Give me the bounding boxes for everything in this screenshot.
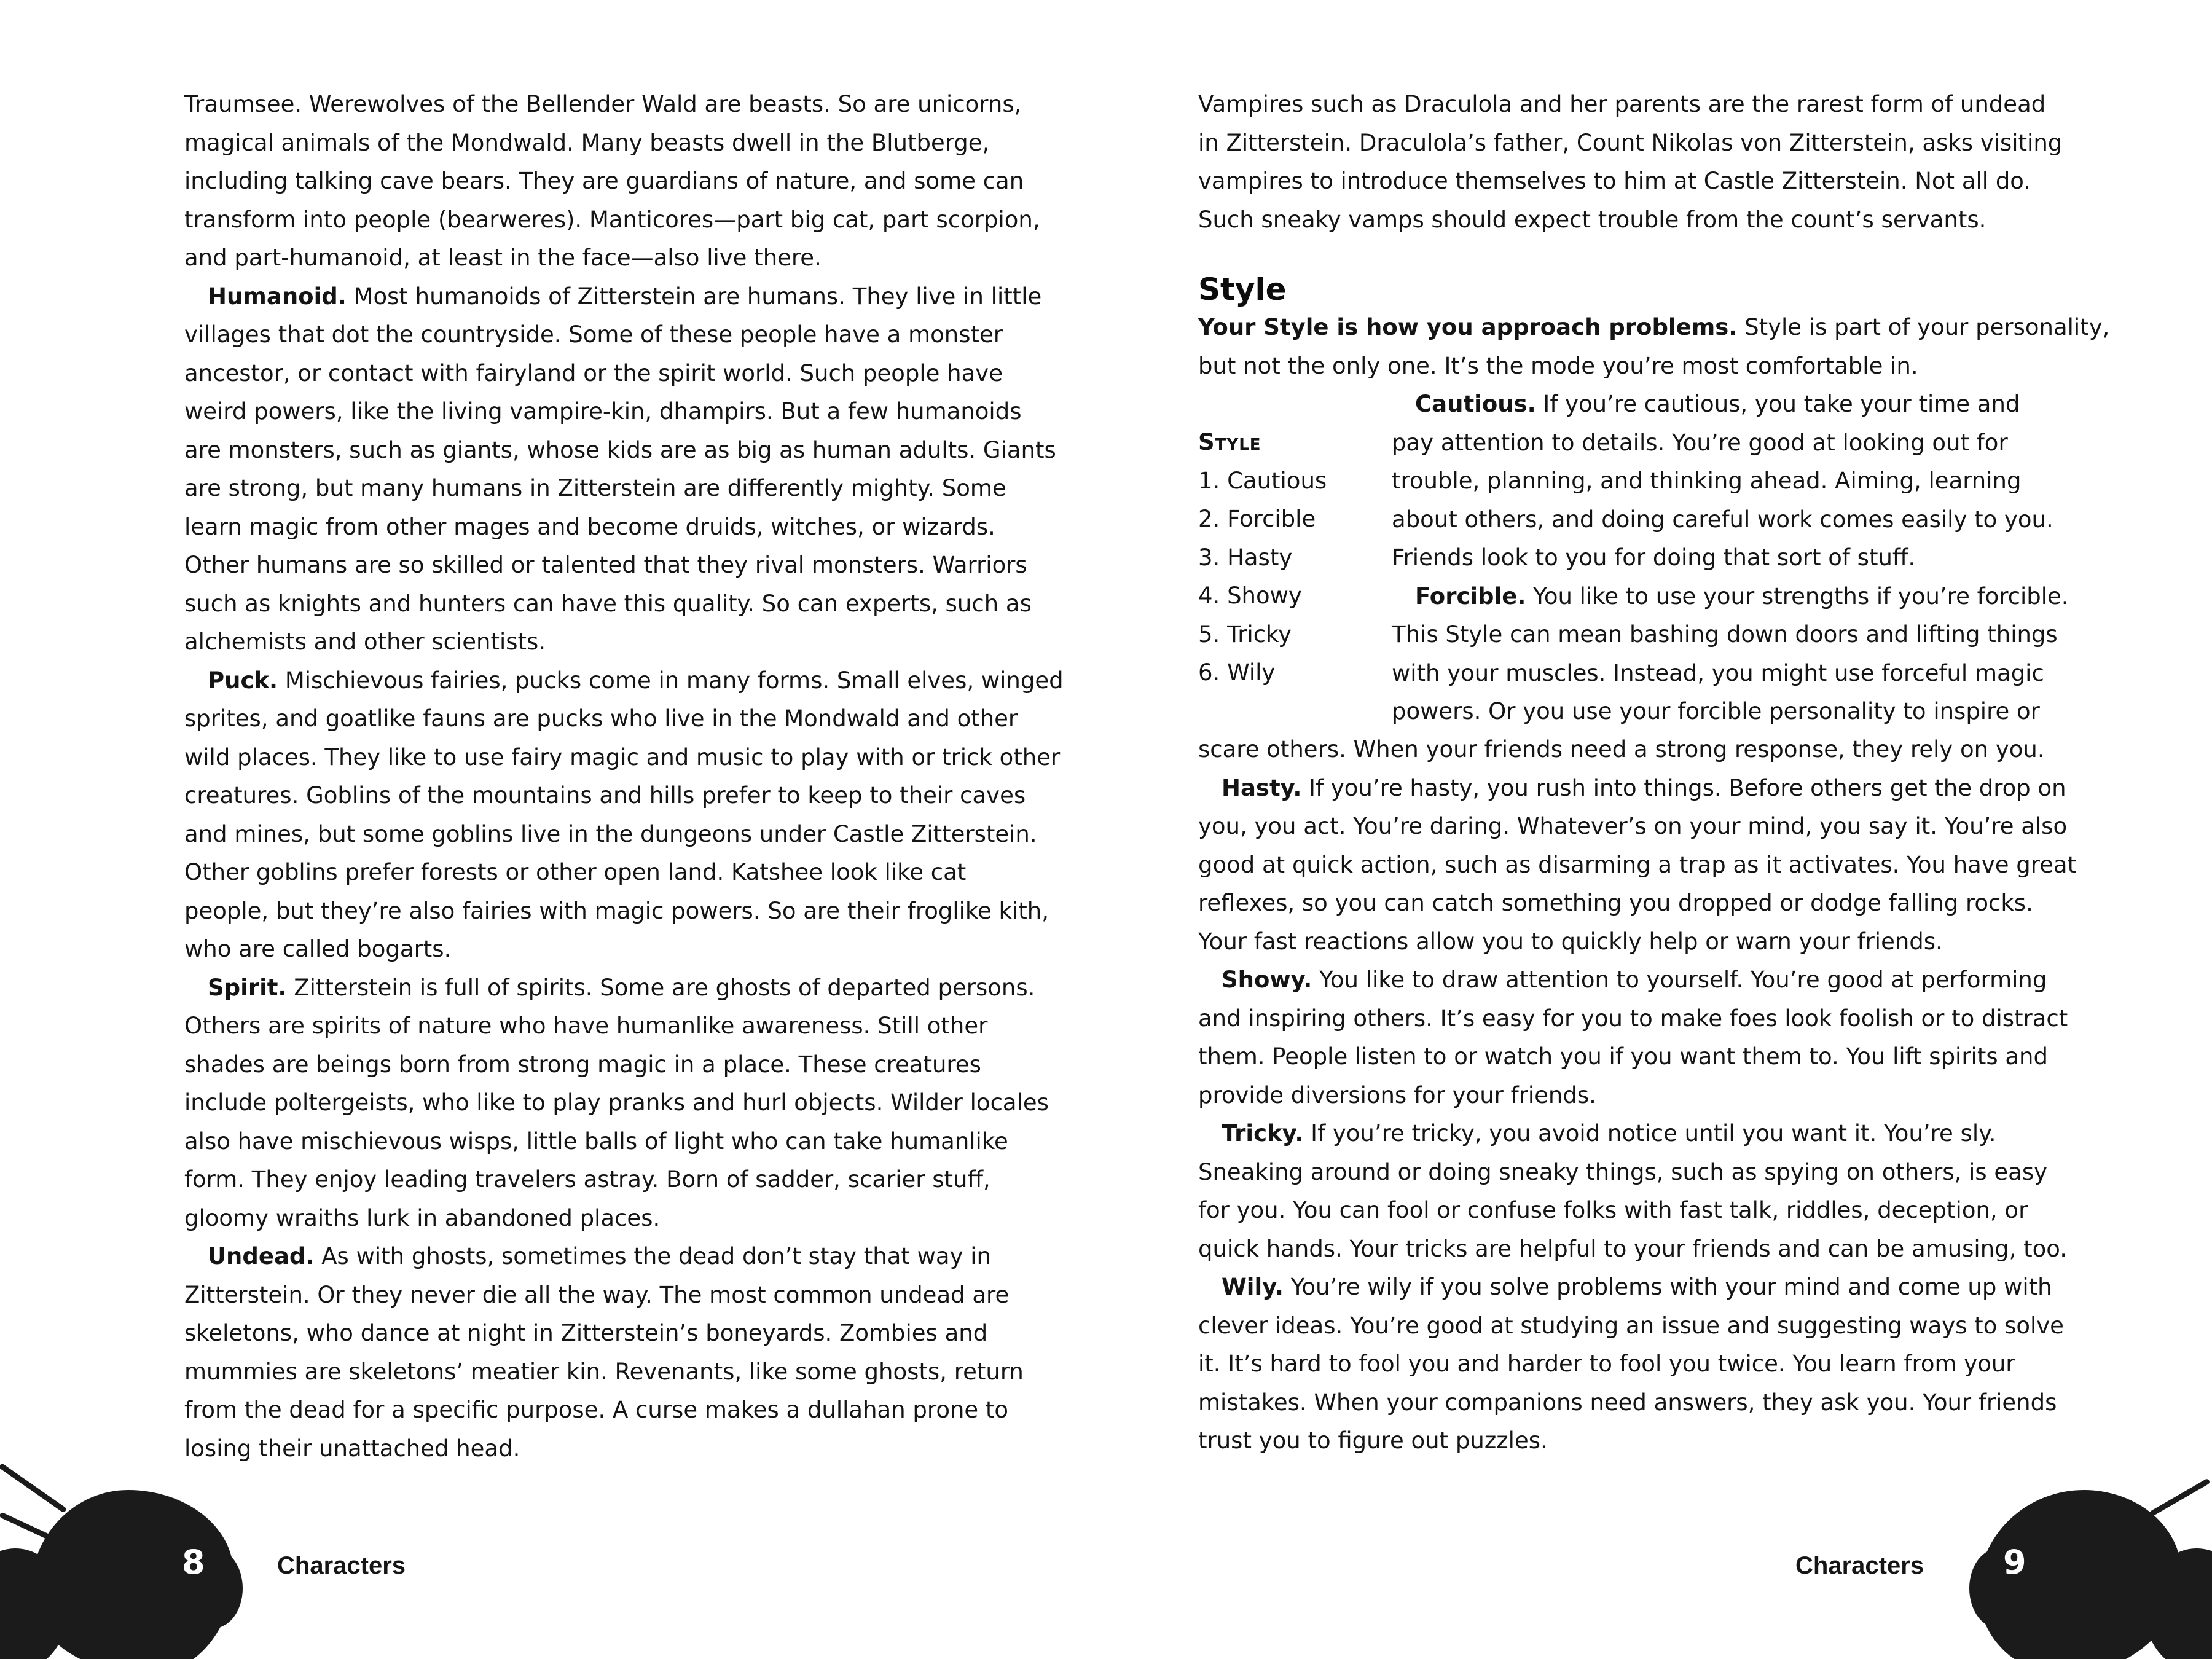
text-line: in Zitterstein. Draculola’s father, Count Nikolas von Zitterstein, asks visiting <box>1198 129 2063 156</box>
style-table-item: 6. Wily <box>1198 659 1276 686</box>
paragraph-undead-start <box>184 1237 1020 1276</box>
running-footer-title: Characters <box>277 1552 406 1579</box>
text-line: reflexes, so you can catch something you dropped or dodge falling rocks. <box>1198 890 2033 916</box>
text-line: for you. You can fool or confuse folks with fast talk, riddles, deception, or <box>1198 1197 2028 1223</box>
style-table-item: 4. Showy <box>1198 582 1302 609</box>
term-puck: Puck. <box>208 667 278 694</box>
text-line: scare others. When your friends need a strong response, they rely on you. <box>1198 736 2045 763</box>
term-tricky: Tricky. <box>1222 1120 1304 1147</box>
term-showy: Showy. <box>1222 967 1312 993</box>
text-line: skeletons, who dance at night in Zitterstein’s boneyards. Zombies and <box>184 1320 988 1346</box>
text-line: Friends look to you for doing that sort of stuff. <box>1392 544 1916 571</box>
term-undead: Undead. <box>208 1243 315 1269</box>
right-text-column <box>1198 85 2110 1461</box>
text-line: vampires to introduce themselves to him at Castle Zitterstein. Not all do. <box>1198 168 2031 194</box>
text-line: If you’re tricky, you avoid notice until you want it. You’re sly. <box>1303 1120 1996 1147</box>
style-table <box>1198 423 1382 692</box>
paragraph-spirit-start <box>184 969 1035 1008</box>
text-line: and inspiring others. It’s easy for you to make foes look foolish or to distract <box>1198 1005 2068 1032</box>
text-line: form. They enjoy leading travelers astray. Born of sadder, scarier stuff, <box>184 1166 990 1193</box>
text-line: Vampires such as Draculola and her parents are the rarest form of undead <box>1198 91 2046 117</box>
paragraph-wily-start <box>1198 1268 2052 1307</box>
ink-splatter-decoration <box>0 1512 51 1540</box>
text-line: include poltergeists, who like to play pranks and hurl objects. Wilder locales <box>184 1089 1049 1116</box>
text-line: Sneaking around or doing sneaky things, such as spying on others, is easy <box>1198 1158 2048 1185</box>
text-line: Mischievous fairies, pucks come in many forms. Small elves, winged <box>278 667 1064 694</box>
style-table-item: 1. Cautious <box>1198 467 1327 494</box>
text-line: who are called bogarts. <box>184 936 452 962</box>
text-line: mummies are skeletons’ meatier kin. Revenants, like some ghosts, return <box>184 1358 1024 1385</box>
text-line: You’re wily if you solve problems with your mind and come up with <box>1283 1274 2052 1300</box>
left-text-column <box>184 85 1064 1468</box>
section-heading-style: Style <box>1198 272 1287 307</box>
text-line: Most humanoids of Zitterstein are humans. They live in little <box>346 283 1042 310</box>
text-line: learn magic from other mages and become druids, witches, or wizards. <box>184 513 995 540</box>
text-line: losing their unattached head. <box>184 1435 520 1462</box>
text-line: sprites, and goatlike fauns are pucks who live in the Mondwald and other <box>184 705 1018 732</box>
text-line: Style is part of your personality, <box>1737 314 2110 340</box>
text-line: ancestor, or contact with fairyland or the spirit world. Such people have <box>184 359 1003 386</box>
text-line: quick hands. Your tricks are helpful to your friends and can be amusing, too. <box>1198 1235 2068 1262</box>
text-line: provide diversions for your friends. <box>1198 1081 1596 1108</box>
text-line: gloomy wraiths lurk in abandoned places. <box>184 1204 661 1231</box>
text-line: also have mischievous wisps, little balls of light who can take humanlike <box>184 1128 1008 1155</box>
term-cautious: Cautious. <box>1415 391 1536 417</box>
paragraph-showy-start <box>1198 961 2047 1000</box>
text-line: If you’re hasty, you rush into things. Before others get the drop on <box>1301 774 2066 801</box>
text-line: creatures. Goblins of the mountains and hills prefer to keep to their caves <box>184 782 1026 809</box>
text-line: Other goblins prefer forests or other open land. Katshee look like cat <box>184 859 967 885</box>
text-line: good at quick action, such as disarming a trap as it activates. You have great <box>1198 851 2077 878</box>
style-table-item: 3. Hasty <box>1198 544 1293 571</box>
text-line: magical animals of the Mondwald. Many beasts dwell in the Blutberge, <box>184 129 990 156</box>
ink-splatter-decoration <box>0 1463 67 1513</box>
text-line: Other humans are so skilled or talented that they rival monsters. Warriors <box>184 552 1027 578</box>
text-line: powers. Or you use your forcible personality to inspire or <box>1392 698 2040 724</box>
text-line: and part-humanoid, at least in the face—also live there. <box>184 245 822 271</box>
text-line: you, you act. You’re daring. Whatever’s on your mind, you say it. You’re also <box>1198 813 2068 839</box>
text-line: trouble, planning, and thinking ahead. Aiming, learning <box>1392 468 2022 494</box>
term-wily: Wily. <box>1222 1274 1284 1300</box>
text-line: about others, and doing careful work comes easily to you. <box>1392 506 2053 533</box>
text-line: with your muscles. Instead, you might use forceful magic <box>1392 659 2044 686</box>
text-line: This Style can mean bashing down doors and lifting things <box>1392 621 2058 648</box>
text-line: trust you to figure out puzzles. <box>1198 1427 1548 1454</box>
text-line: villages that dot the countryside. Some of these people have a monster <box>184 321 1003 348</box>
term-spirit: Spirit. <box>208 974 287 1001</box>
text-line: If you’re cautious, you take your time and <box>1535 391 2020 417</box>
style-intro-line <box>1198 308 2110 347</box>
text-line: Zitterstein. Or they never die all the way. The most common undead are <box>184 1281 1010 1308</box>
text-line: wild places. They like to use fairy magic and music to play with or trick other <box>184 743 1061 771</box>
text-line: Such sneaky vamps should expect trouble from the count’s servants. <box>1198 206 1986 233</box>
style-intro-bold: Your Style is how you approach problems. <box>1198 314 1738 340</box>
text-line: pay attention to details. You’re good at looking out for <box>1392 429 2008 456</box>
text-line: are strong, but many humans in Zitterstein are differently mighty. Some <box>184 475 1006 501</box>
text-line: Zitterstein is full of spirits. Some are ghosts of departed persons. <box>286 974 1035 1001</box>
text-line: You like to use your strengths if you’re forcible. <box>1526 582 2069 610</box>
text-line: Your fast reactions allow you to quickly help or warn your friends. <box>1198 928 1943 955</box>
text-line: clever ideas. You’re good at studying an issue and suggesting ways to solve <box>1198 1312 2064 1339</box>
ink-splatter-decoration <box>2149 1478 2211 1517</box>
term-humanoid: Humanoid. <box>208 283 347 310</box>
text-line: alchemists and other scientists. <box>184 629 546 655</box>
style-side-text <box>1392 385 2069 731</box>
paragraph-puck-start <box>184 662 1064 700</box>
page-number: 8 <box>182 1543 205 1582</box>
text-line: people, but they’re also fairies with magic powers. So are their froglike kith, <box>184 897 1049 924</box>
text-line: transform into people (bearweres). Manticores—part big cat, part scorpion, <box>184 206 1040 233</box>
paragraph-hasty-start <box>1198 769 2066 808</box>
style-table-title: Style <box>1198 429 1261 455</box>
right-page <box>1106 0 2212 1659</box>
paragraph-tricky-start <box>1198 1115 2034 1153</box>
style-table-item: 5. Tricky <box>1198 621 1292 648</box>
text-line: it. It’s hard to fool you and harder to fool you twice. You learn from your <box>1198 1351 2015 1377</box>
text-line: from the dead for a specific purpose. A curse makes a dullahan prone to <box>184 1397 1009 1423</box>
text-line: As with ghosts, sometimes the dead don’t stay that way in <box>314 1243 991 1269</box>
text-line: mistakes. When your companions need answers, they ask you. Your friends <box>1198 1389 2057 1416</box>
term-hasty: Hasty. <box>1222 774 1302 801</box>
paragraph-cautious-start <box>1392 385 2043 424</box>
text-line: such as knights and hunters can have this quality. So can experts, such as <box>184 590 1032 617</box>
paragraph-forcible-start <box>1392 578 2069 616</box>
text-line: but not the only one. It’s the mode you’re most comfortable in. <box>1198 352 1918 379</box>
text-line: Others are spirits of nature who have humanlike awareness. Still other <box>184 1013 988 1039</box>
style-block <box>1198 385 2069 731</box>
text-line: including talking cave bears. They are guardians of nature, and some can <box>184 168 1024 194</box>
text-line: You like to draw attention to yourself. You’re good at performing <box>1312 967 2047 993</box>
style-table-item: 2. Forcible <box>1198 506 1316 532</box>
text-line: and mines, but some goblins live in the dungeons under Castle Zitterstein. <box>184 820 1037 847</box>
running-footer-title: Characters <box>1795 1552 1924 1579</box>
text-line: shades are beings born from strong magic in a place. These creatures <box>184 1051 981 1078</box>
text-line: Traumsee. Werewolves of the Bellender Wald are beasts. So are unicorns, <box>184 91 1022 117</box>
text-line: weird powers, like the living vampire-kin, dhampirs. But a few humanoids <box>184 398 1022 425</box>
text-line: them. People listen to or watch you if you want them to. You lift spirits and <box>1198 1043 2048 1070</box>
page-number: 9 <box>2003 1543 2026 1582</box>
paragraph-humanoid-start <box>184 278 1042 316</box>
text-line: are monsters, such as giants, whose kids are as big as human adults. Giants <box>184 436 1056 463</box>
term-forcible: Forcible. <box>1415 582 1526 610</box>
